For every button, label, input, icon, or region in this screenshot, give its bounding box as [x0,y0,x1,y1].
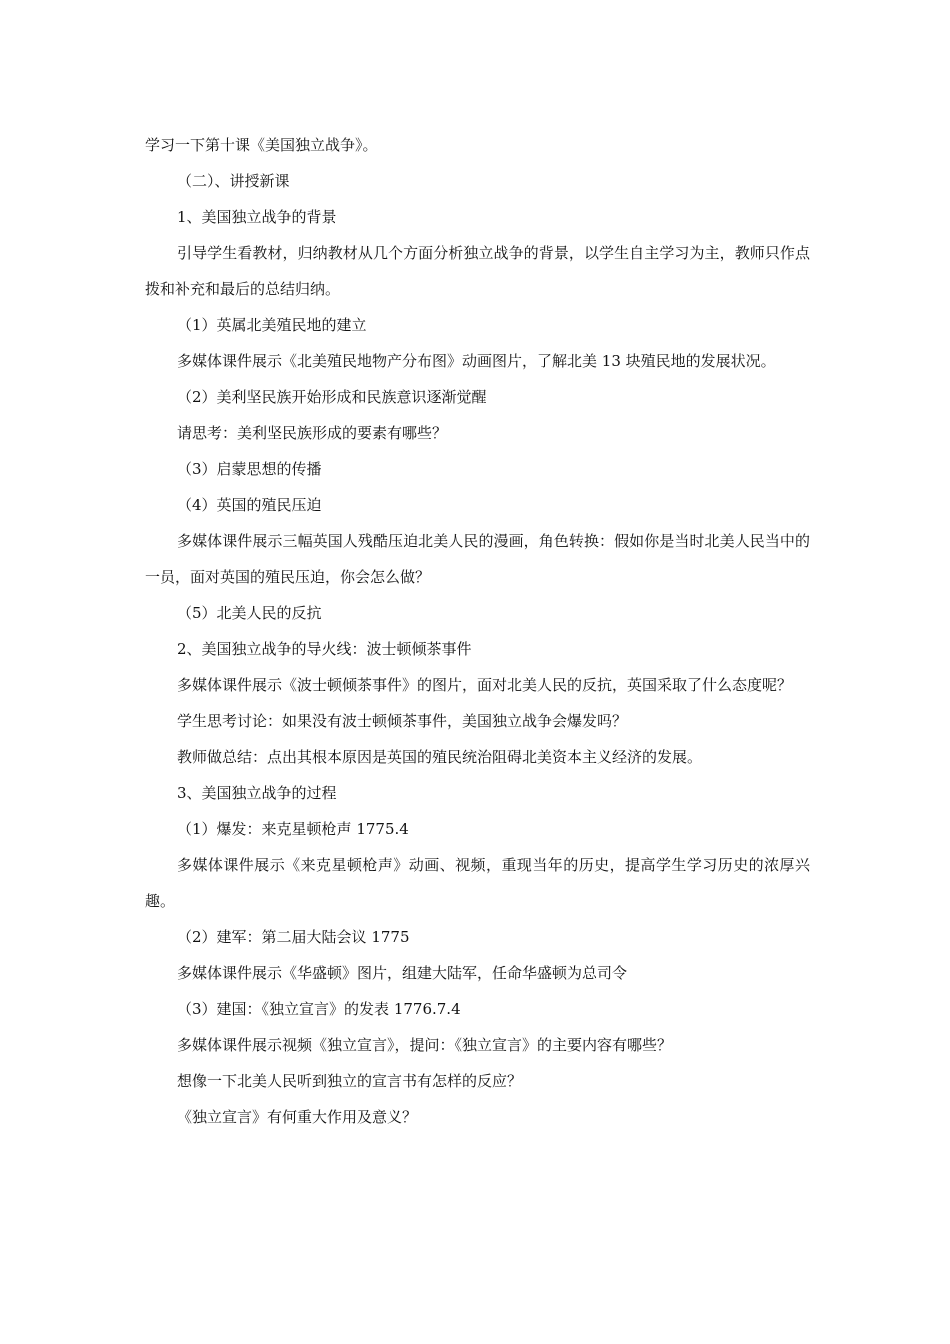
list-item: （3）建国：《独立宣言》的发表 1776.7.4 [177,1000,461,1018]
list-item: （4）英国的殖民压迫 [177,496,322,514]
paragraph: 学习一下第十课《美国独立战争》。 [145,136,378,154]
list-item: （2）美利坚民族开始形成和民族意识逐渐觉醒 [177,388,487,406]
list-item: （1）英属北美殖民地的建立 [177,316,367,334]
paragraph: 学生思考讨论：如果没有波士顿倾茶事件，美国独立战争会爆发吗？ [177,712,628,730]
paragraph: 多媒体课件展示视频《独立宣言》，提问：《独立宣言》的主要内容有哪些？ [177,1036,673,1054]
paragraph: 教师做总结：点出其根本原因是英国的殖民统治阻碍北美资本主义经济的发展。 [177,748,703,766]
subsection-heading: 2、美国独立战争的导火线：波士顿倾茶事件 [177,640,472,658]
list-item: （5）北美人民的反抗 [177,604,322,622]
paragraph: 请思考：美利坚民族形成的要素有哪些？ [177,424,448,442]
list-item: （2）建军：第二届大陆会议 1775 [177,928,410,946]
paragraph: 《独立宣言》有何重大作用及意义？ [177,1108,418,1126]
paragraph: 多媒体课件展示三幅英国人残酷压迫北美人民的漫画，角色转换：假如你是当时北美人民当中的一员，面对英国的殖民压迫，你会怎么做？ [145,532,810,586]
subsection-heading: 3、美国独立战争的过程 [177,784,337,802]
list-item: （1）爆发：来克星顿枪声 1775.4 [177,820,409,838]
paragraph: 多媒体课件展示《来克星顿枪声》动画、视频，重现当年的历史，提高学生学习历史的浓厚兴趣。 [145,856,810,910]
paragraph: 多媒体课件展示《华盛顿》图片，组建大陆军，任命华盛顿为总司令 [177,964,628,982]
section-heading: （二）、讲授新课 [177,172,290,190]
paragraph: 多媒体课件展示《北美殖民地物产分布图》动画图片，了解北美 13 块殖民地的发展状况。 [177,352,776,370]
subsection-heading: 1、美国独立战争的背景 [177,208,337,226]
paragraph: 多媒体课件展示《波士顿倾茶事件》的图片，面对北美人民的反抗，英国采取了什么态度呢？ [177,676,793,694]
list-item: （3）启蒙思想的传播 [177,460,322,478]
document-body [145,127,810,1135]
paragraph: 引导学生看教材，归纳教材从几个方面分析独立战争的背景，以学生自主学习为主，教师只作点拨和补充和最后的总结归纳。 [145,244,810,298]
paragraph: 想像一下北美人民听到独立的宣言书有怎样的反应？ [177,1072,523,1090]
